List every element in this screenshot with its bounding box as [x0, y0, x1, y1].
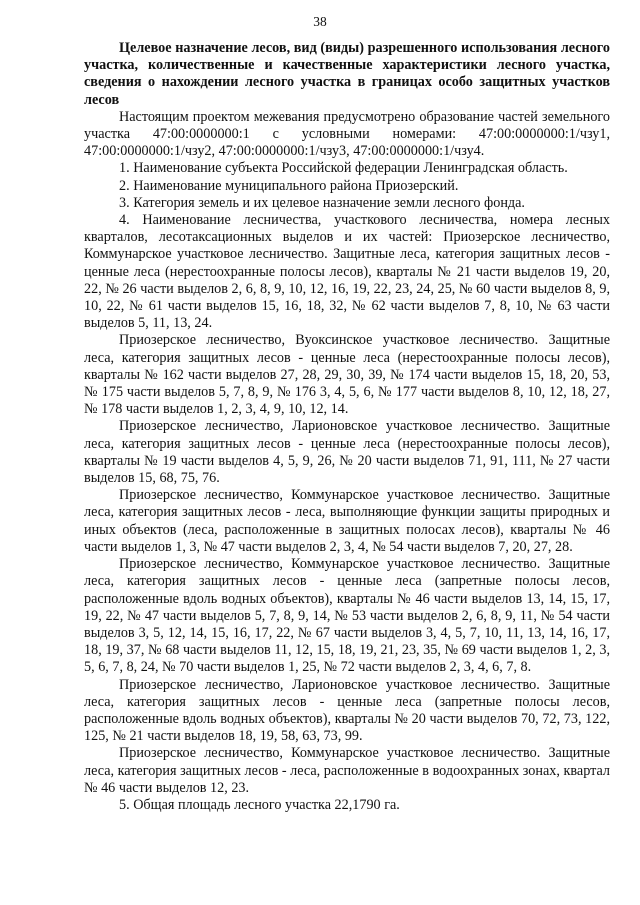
paragraph-vuoksinskoe: Приозерское лесничество, Вуоксинское участковое лесничество. Защитные леса, категория защитных лесов - ценные леса (нерестоохранные полосы лесов), кварталы № 162 части выделов 27, 28, 29, 30, 39, № 174 части выделов 15, 18, 20, 53, № 175 части выделов 5, 7, 8, 9, № 176 3, 4, 5, 6, № 177 части выделов 8, 10, 12, 18, 27, № 178 части выделов 1, 2, 3, 4, 9, 10, 12, 14. — [84, 332, 610, 418]
item-total-area: 5. Общая площадь лесного участка 22,1790 га. — [119, 796, 400, 813]
paragraph-kommunarskoe-3: Приозерское лесничество, Коммунарское участковое лесничество. Защитные леса, категория защитных лесов - леса, расположенные в водоохранных зонах, квартал № 46 части выделов 12, 23. — [84, 745, 610, 796]
item-land-category: 3. Категория земель и их целевое назначение земли лесного фонда. — [119, 194, 525, 211]
paragraph-kommunarskoe-2: Приозерское лесничество, Коммунарское участковое лесничество. Защитные леса, категория защитных лесов - ценные леса (запретные полосы лесов, расположенные вдоль водных объектов), кварталы № 46 части выделов 13, 14, 15, 17, 19, 22, № 47 части выделов 5, 7, 8, 9, 14, № 53 части выделов 2, 6, 8, 9, 11, № 54 части выделов 3, 5, 12, 14, 15, 16, 17, 22, № 67 части выделов 3, 4, 5, 7, 10, 11, 13, 14, 16, 17, 18, 19, 37, № 68 части выделов 11, 12, 15, 18, 19, 21, 23, 35, № 69 части выделов 1, 2, 3, 5, 6, 7, 8, 24, № 70 части выделов 1, 25, № 72 части выделов 2, 3, 4, 6, 7, 8. — [84, 556, 610, 676]
item-district: 2. Наименование муниципального района Приозерский. — [119, 177, 459, 194]
paragraph-larionovskoe-2: Приозерское лесничество, Ларионовское участковое лесничество. Защитные леса, категория защитных лесов - ценные леса (запретные полосы лесов, расположенные вдоль водных объектов), кварталы № 20 части выделов 70, 72, 73, 122, 125, № 21 части выделов 18, 19, 58, 63, 73, 99. — [84, 676, 610, 745]
item-forestry-details: 4. Наименование лесничества, участкового лесничества, номера лесных кварталов, лесотаксационных выделов и их частей: Приозерское лесничество, Коммунарское участковое лесничество. Защитные леса, категория защитных лесов - ценные леса (нерестоохранные полосы лесов), кварталы № 21 части выделов 19, 20, 22, № 26 части выделов 2, 6, 8, 9, 10, 12, 16, 19, 22, 23, 24, 25, № 60 части выделов 8, 9, 10, 22, № 61 части выделов 15, 16, 18, 32, № 62 части выделов 7, 8, 10, № 63 части выделов 5, 11, 13, 24. — [84, 212, 610, 332]
item-region: 1. Наименование субъекта Российской федерации Ленинградская область. — [119, 160, 568, 177]
page-number: 38 — [313, 14, 327, 29]
section-heading: Целевое назначение лесов, вид (виды) разрешенного использования лесного участка, количественные и качественные характеристики лесного участка, сведения о нахождении лесного участка в границах особо защитных участков лесов — [84, 40, 610, 108]
document-body — [84, 40, 610, 814]
paragraph-larionovskoe-1: Приозерское лесничество, Ларионовское участковое лесничество. Защитные леса, категория защитных лесов - ценные леса (нерестоохранные полосы лесов), кварталы № 19 части выделов 4, 5, 9, 26, № 20 части выделов 71, 91, 111, № 27 части выделов 15, 68, 75, 76. — [84, 418, 610, 487]
paragraph-kommunarskoe-1: Приозерское лесничество, Коммунарское участковое лесничество. Защитные леса, категория защитных лесов - леса, выполняющие функции защиты природных и иных объектов (леса, расположенные в защитных полосах лесов), кварталы № 46 части выделов 1, 3, № 47 части выделов 2, 3, 4, № 54 части выделов 7, 20, 27, 28. — [84, 487, 610, 555]
intro-paragraph: Настоящим проектом межевания предусмотрено образование частей земельного участка 47:00:0000000:1 с условными номерами: 47:00:0000000:1/чзу1, 47:00:0000000:1/чзу2, 47:00:0000000:1/чзу3, 47:00:0000000:1/чзу4. — [84, 108, 610, 160]
